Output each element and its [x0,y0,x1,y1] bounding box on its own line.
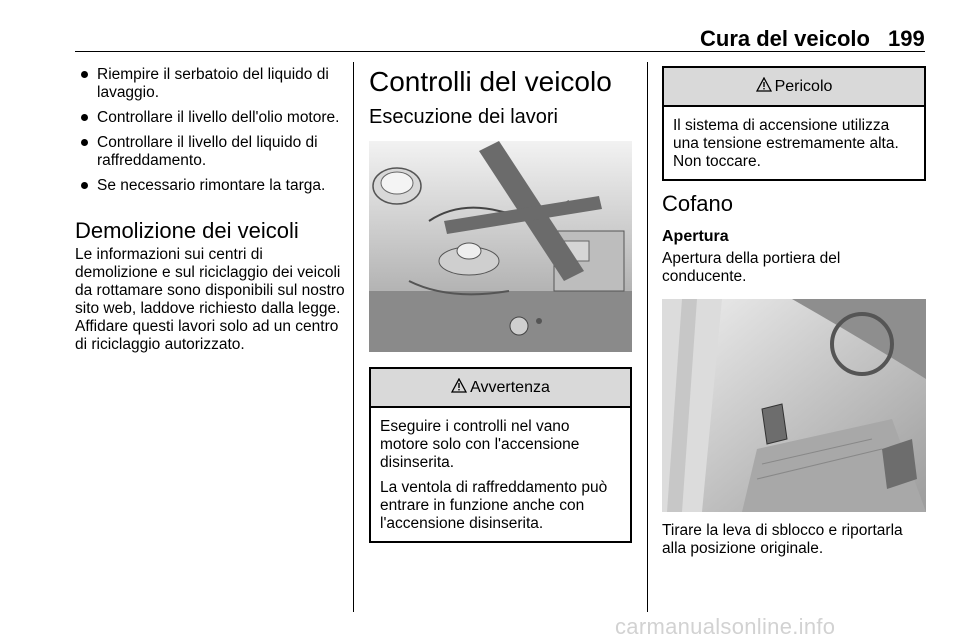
checklist [75,66,345,195]
right-column [662,66,926,558]
list-item: Se necessario rimontare la targa. [75,177,345,195]
warning-paragraph: La ventola di raffreddamento può entrare in funzione anche con l'accensione disinserita. [380,479,608,532]
running-header-title: Cura del veicolo [700,26,870,51]
warning-box [369,367,632,543]
list-item: Controllare il livello dell'olio motore. [75,109,345,127]
column-divider-right [647,62,648,612]
section-heading-demolition: Demolizione dei veicoli [75,218,299,243]
bullet-icon [81,114,88,121]
engine-bay-illustration [369,141,632,352]
page-number: 199 [888,26,925,51]
header-rule [75,51,925,52]
middle-column [369,66,632,543]
subsection-title: Esecuzione dei lavori [369,106,558,128]
chapter-title: Controlli del veicolo [369,66,612,97]
opening-intro: Apertura della portiera del conducente. [662,250,841,285]
warning-header [371,369,630,408]
bullet-icon [81,182,88,189]
danger-box [662,66,926,181]
danger-body [664,107,924,179]
danger-triangle-icon [756,77,772,97]
bullet-icon [81,139,88,146]
warning-body [371,408,630,541]
section-heading-hood: Cofano [662,191,733,216]
list-item: Riempire il serbatoio del liquido di lavaggio. [75,66,345,102]
danger-label: Pericolo [774,77,833,95]
list-item: Controllare il livello del liquido di raffreddamento. [75,134,345,170]
demolition-paragraph: Le informazioni sui centri di demolizione e sul riciclaggio dei veicoli da rottamare sono disponibili sul nostro sito web, laddove richiesto dalla legge. Affidare questi lavori solo ad un centro di riciclaggio autorizzato. [75,246,345,353]
subheading-opening: Apertura [662,228,729,245]
danger-paragraph: Il sistema di accensione utilizza una tensione estremamente alta. Non toccare. [673,117,899,170]
warning-label: Avvertenza [470,378,550,396]
danger-header [664,68,924,107]
watermark: carmanualsonline.info [615,614,836,639]
column-divider-left [353,62,354,612]
left-column [75,66,345,354]
hood-release-illustration [662,299,926,512]
warning-triangle-icon [451,378,467,398]
warning-paragraph: Eseguire i controlli nel vano motore solo con l'accensione disinserita. [380,418,580,471]
hood-release-instruction: Tirare la leva di sblocco e riportarla alla posizione originale. [662,522,903,557]
bullet-icon [81,71,88,78]
